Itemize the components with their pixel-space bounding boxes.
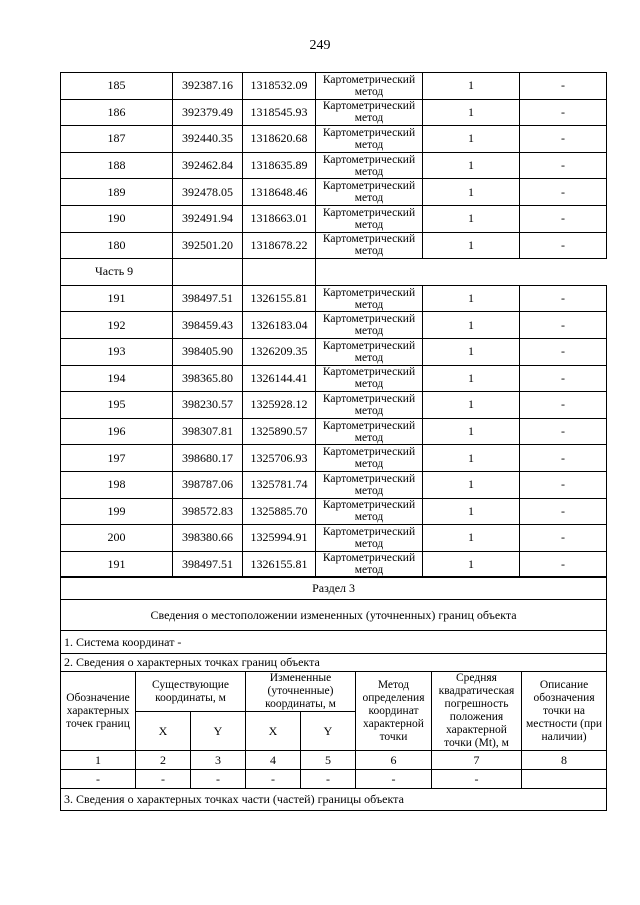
description-cell: -: [520, 312, 607, 339]
coord-y: 1326183.04: [243, 312, 316, 339]
point-number: 189: [61, 179, 173, 206]
method-cell: Картометрический метод: [316, 152, 423, 179]
point-number: 191: [61, 285, 173, 312]
method-cell: Картометрический метод: [316, 285, 423, 312]
point-number: 197: [61, 445, 173, 472]
method-cell: Картометрический метод: [316, 99, 423, 126]
header-description: Описание обозначения точки на местности (при наличии): [522, 672, 607, 751]
table-row: [61, 418, 607, 445]
table-row: [61, 285, 607, 312]
accuracy-cell: 1: [423, 551, 520, 578]
method-cell: Картометрический метод: [316, 525, 423, 552]
description-cell: -: [520, 152, 607, 179]
point-number: 199: [61, 498, 173, 525]
coord-x: 398497.51: [173, 551, 243, 578]
coord-y: 1326144.41: [243, 365, 316, 392]
coord-y: 1318663.01: [243, 205, 316, 232]
empty-cell: -: [191, 770, 246, 789]
accuracy-cell: 1: [423, 205, 520, 232]
empty-cell: -: [136, 770, 191, 789]
point-number: 190: [61, 205, 173, 232]
part-row: [61, 259, 607, 286]
table-row: [61, 525, 607, 552]
table-row: [61, 152, 607, 179]
header-accuracy: Средняя квадратическая погрешность положения характерной точки (Mt), м: [432, 672, 522, 751]
point-number: 187: [61, 126, 173, 153]
description-cell: -: [520, 285, 607, 312]
section3-table: [60, 576, 607, 811]
point-number: 195: [61, 392, 173, 419]
coord-x: 398307.81: [173, 418, 243, 445]
col-number: 7: [432, 751, 522, 770]
coord-x: 392462.84: [173, 152, 243, 179]
coord-x: 398380.66: [173, 525, 243, 552]
method-cell: Картометрический метод: [316, 126, 423, 153]
accuracy-cell: 1: [423, 392, 520, 419]
header-point-designation: Обозначение характерных точек границ: [61, 672, 136, 751]
table-row: [61, 179, 607, 206]
description-cell: -: [520, 73, 607, 100]
coord-x: 398680.17: [173, 445, 243, 472]
table-row: [61, 471, 607, 498]
col-number: 8: [522, 751, 607, 770]
coord-y: 1325928.12: [243, 392, 316, 419]
header-y-changed: Y: [301, 712, 356, 751]
empty-cell: -: [61, 770, 136, 789]
description-cell: -: [520, 365, 607, 392]
method-cell: Картометрический метод: [316, 365, 423, 392]
coord-x: 392379.49: [173, 99, 243, 126]
coord-y: 1325706.93: [243, 445, 316, 472]
method-cell: Картометрический метод: [316, 312, 423, 339]
method-cell: Картометрический метод: [316, 445, 423, 472]
empty-cell: [522, 770, 607, 789]
characteristic-points-item: 2. Сведения о характерных точках границ объекта: [61, 654, 607, 672]
point-number: 191: [61, 551, 173, 578]
coord-y: 1318545.93: [243, 99, 316, 126]
description-cell: -: [520, 392, 607, 419]
table-row: [61, 445, 607, 472]
method-cell: Картометрический метод: [316, 418, 423, 445]
table-row: [61, 73, 607, 100]
accuracy-cell: 1: [423, 498, 520, 525]
accuracy-cell: 1: [423, 445, 520, 472]
point-number: 180: [61, 232, 173, 259]
description-cell: -: [520, 126, 607, 153]
method-cell: Картометрический метод: [316, 338, 423, 365]
coord-y: 1326209.35: [243, 338, 316, 365]
coord-x: 392387.16: [173, 73, 243, 100]
table-row: [61, 498, 607, 525]
coordinates-table: [60, 72, 607, 578]
page-number: 249: [309, 38, 331, 53]
coord-y: 1325781.74: [243, 471, 316, 498]
description-cell: -: [520, 551, 607, 578]
empty-cell: [243, 259, 316, 286]
accuracy-cell: 1: [423, 73, 520, 100]
description-cell: -: [520, 232, 607, 259]
col-number: 1: [61, 751, 136, 770]
coord-x: 398497.51: [173, 285, 243, 312]
section-heading: Сведения о местоположении измененных (уточненных) границ объекта: [61, 600, 607, 631]
accuracy-cell: 1: [423, 179, 520, 206]
point-number: 193: [61, 338, 173, 365]
empty-cell: -: [432, 770, 522, 789]
coord-x: 398459.43: [173, 312, 243, 339]
description-cell: -: [520, 445, 607, 472]
col-number: 2: [136, 751, 191, 770]
coordinate-system-item: 1. Система координат -: [61, 631, 607, 654]
coord-y: 1318648.46: [243, 179, 316, 206]
point-number: 198: [61, 471, 173, 498]
col-number: 6: [356, 751, 432, 770]
method-cell: Картометрический метод: [316, 392, 423, 419]
coord-y: 1325885.70: [243, 498, 316, 525]
coord-x: 392501.20: [173, 232, 243, 259]
method-cell: Картометрический метод: [316, 551, 423, 578]
accuracy-cell: 1: [423, 152, 520, 179]
method-cell: Картометрический метод: [316, 73, 423, 100]
point-number: 200: [61, 525, 173, 552]
header-method: Метод определения координат характерной точки: [356, 672, 432, 751]
table-row: [61, 312, 607, 339]
accuracy-cell: 1: [423, 338, 520, 365]
description-cell: -: [520, 99, 607, 126]
accuracy-cell: 1: [423, 365, 520, 392]
coord-x: 398365.80: [173, 365, 243, 392]
col-number: 3: [191, 751, 246, 770]
method-cell: Картометрический метод: [316, 498, 423, 525]
header-x-changed: X: [246, 712, 301, 751]
section-title: Раздел 3: [61, 577, 607, 600]
point-number: 188: [61, 152, 173, 179]
coord-y: 1325890.57: [243, 418, 316, 445]
table-row: [61, 338, 607, 365]
description-cell: -: [520, 525, 607, 552]
coord-x: 392491.94: [173, 205, 243, 232]
header-x: X: [136, 712, 191, 751]
method-cell: Картометрический метод: [316, 232, 423, 259]
table-row: [61, 205, 607, 232]
coord-y: 1318620.68: [243, 126, 316, 153]
coord-y: 1318635.89: [243, 152, 316, 179]
table-row: [61, 232, 607, 259]
table-row: [61, 126, 607, 153]
accuracy-cell: 1: [423, 471, 520, 498]
description-cell: -: [520, 338, 607, 365]
method-cell: Картометрический метод: [316, 471, 423, 498]
coord-y: 1326155.81: [243, 285, 316, 312]
description-cell: -: [520, 418, 607, 445]
empty-cell: -: [246, 770, 301, 789]
method-cell: Картометрический метод: [316, 179, 423, 206]
description-cell: -: [520, 179, 607, 206]
point-number: 194: [61, 365, 173, 392]
col-number: 5: [301, 751, 356, 770]
accuracy-cell: 1: [423, 525, 520, 552]
coord-x: 398230.57: [173, 392, 243, 419]
method-cell: Картометрический метод: [316, 205, 423, 232]
coord-x: 398787.06: [173, 471, 243, 498]
table-row: [61, 392, 607, 419]
point-number: 186: [61, 99, 173, 126]
accuracy-cell: 1: [423, 99, 520, 126]
header-changed-coords: Измененные (уточненные) координаты, м: [246, 672, 356, 712]
coord-y: 1325994.91: [243, 525, 316, 552]
coord-y: 1326155.81: [243, 551, 316, 578]
header-existing-coords: Существующие координаты, м: [136, 672, 246, 712]
accuracy-cell: 1: [423, 418, 520, 445]
coord-x: 392440.35: [173, 126, 243, 153]
accuracy-cell: 1: [423, 232, 520, 259]
table-row: [61, 365, 607, 392]
point-number: 185: [61, 73, 173, 100]
description-cell: -: [520, 205, 607, 232]
accuracy-cell: 1: [423, 312, 520, 339]
accuracy-cell: 1: [423, 285, 520, 312]
table-row: [61, 99, 607, 126]
empty-cell: -: [356, 770, 432, 789]
header-y: Y: [191, 712, 246, 751]
point-number: 192: [61, 312, 173, 339]
col-number: 4: [246, 751, 301, 770]
description-cell: -: [520, 498, 607, 525]
coord-y: 1318678.22: [243, 232, 316, 259]
empty-cell: [173, 259, 243, 286]
coord-x: 392478.05: [173, 179, 243, 206]
part-label: Часть 9: [61, 259, 173, 286]
empty-cell: -: [301, 770, 356, 789]
accuracy-cell: 1: [423, 126, 520, 153]
part-points-item: 3. Сведения о характерных точках части (частей) границы объекта: [61, 789, 607, 811]
description-cell: -: [520, 471, 607, 498]
table-row: [61, 551, 607, 578]
coord-x: 398572.83: [173, 498, 243, 525]
point-number: 196: [61, 418, 173, 445]
coord-y: 1318532.09: [243, 73, 316, 100]
coord-x: 398405.90: [173, 338, 243, 365]
